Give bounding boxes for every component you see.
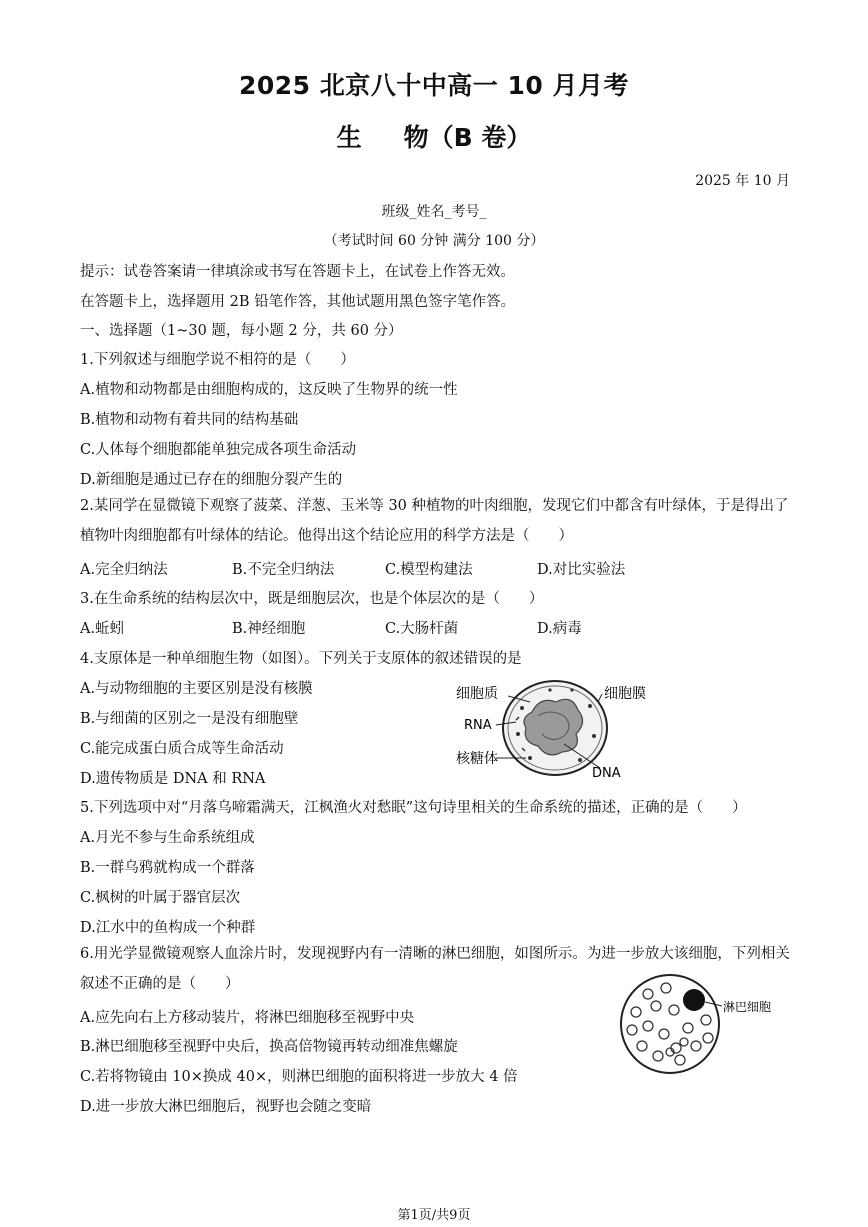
q1-option-d: D.新细胞是通过已存在的细胞分裂产生的 (80, 472, 343, 488)
q5-stem: 5.下列选项中对“月落乌啼霜满天，江枫渔火对愁眠”这句诗里相关的生命系统的描述，正确的是（ ） (80, 800, 747, 816)
q3-option-d: D.病毒 (537, 621, 582, 637)
q1-option-b: B.植物和动物有着共同的结构基础 (80, 412, 299, 428)
q2-option-a: A.完全归纳法 (80, 562, 168, 578)
q4-option-a: A.与动物细胞的主要区别是没有核膜 (80, 681, 313, 697)
label-dna: DNA (592, 766, 621, 781)
label-membrane: 细胞膜 (604, 686, 646, 702)
q1-option-c: C.人体每个细胞都能单独完成各项生命活动 (80, 442, 357, 458)
q3-option-a: A.蚯蚓 (80, 621, 125, 637)
q3-option-c: C.大肠杆菌 (385, 621, 459, 637)
blood-smear-figure (618, 972, 788, 1076)
q4-option-b: B.与细菌的区别之一是没有细胞壁 (80, 711, 299, 727)
q2-option-d: D.对比实验法 (537, 562, 626, 578)
q6-option-d: D.进一步放大淋巴细胞后，视野也会随之变暗 (80, 1099, 372, 1115)
q1-stem: 1.下列叙述与细胞学说不相符的是（ ） (80, 352, 355, 368)
exam-title: 2025 北京八十中高一 10 月月考 (239, 71, 629, 100)
subject-title (0, 118, 868, 154)
q3-option-b: B.神经细胞 (232, 621, 306, 637)
q6-stem: 6.用光学显微镜观察人血涂片时，发现视野内有一清晰的淋巴细胞，如图所示。为进一步放大该细胞，下列相关叙述不正确的是（ ） (80, 946, 790, 992)
q5-option-d: D.江水中的鱼构成一个种群 (80, 920, 256, 936)
label-rna: RNA (464, 718, 492, 733)
q4-option-c: C.能完成蛋白质合成等生命活动 (80, 741, 284, 757)
q5-option-a: A.月光不参与生命系统组成 (80, 830, 255, 846)
time-info: （考试时间 60 分钟 满分 100 分） (323, 233, 545, 249)
note-2: 在答题卡上，选择题用 2B 铅笔作答，其他试题用黑色签字笔作答。 (80, 294, 516, 310)
student-fields: 班级_姓名_考号_ (381, 204, 487, 220)
exam-date: 2025 年 10 月 (695, 173, 790, 189)
section-heading: 一、选择题（1~30 题，每小题 2 分，共 60 分） (80, 323, 403, 339)
label-lymphocyte: 淋巴细胞 (723, 1000, 772, 1014)
q4-stem: 4.支原体是一种单细胞生物（如图）。下列关于支原体的叙述错误的是 (80, 651, 522, 667)
q6-option-a: A.应先向右上方移动装片，将淋巴细胞移至视野中央 (80, 1010, 415, 1026)
lymphocyte-cell (683, 989, 705, 1011)
q6-option-b: B.淋巴细胞移至视野中央后，换高倍物镜再转动细准焦螺旋 (80, 1039, 458, 1055)
q3-stem: 3.在生命系统的结构层次中，既是细胞层次，也是个体层次的是（ ） (80, 591, 544, 607)
label-ribosome: 核糖体 (456, 751, 498, 767)
q5-option-c: C.枫树的叶属于器官层次 (80, 890, 241, 906)
q6-option-c: C.若将物镜由 10×换成 40×，则淋巴细胞的面积将进一步放大 4 倍 (80, 1069, 518, 1085)
q5-option-b: B.一群乌鸦就构成一个群落 (80, 860, 255, 876)
q2-option-c: C.模型构建法 (385, 562, 473, 578)
microscope-field (621, 975, 719, 1073)
subject-title-a: 生 (336, 123, 404, 152)
note-1: 提示：试卷答案请一律填涂或书写在答题卡上，在试卷上作答无效。 (80, 264, 515, 280)
page-footer: 第1页/共9页 (397, 1208, 471, 1223)
q2-stem: 2.某同学在显微镜下观察了菠菜、洋葱、玉米等 30 种植物的叶肉细胞，发现它们中都含有叶绿体，于是得出了植物叶肉细胞都有叶绿体的结论。他得出这个结论应用的科学方法是（ ） (80, 498, 789, 544)
mycoplasma-figure (452, 672, 662, 784)
subject-title-b: 物（B 卷） (403, 123, 532, 152)
q1-option-a: A.植物和动物都是由细胞构成的，这反映了生物界的统一性 (80, 382, 458, 398)
q4-option-d: D.遗传物质是 DNA 和 RNA (80, 771, 266, 787)
label-cytoplasm: 细胞质 (456, 686, 498, 702)
q2-option-b: B.不完全归纳法 (232, 562, 335, 578)
